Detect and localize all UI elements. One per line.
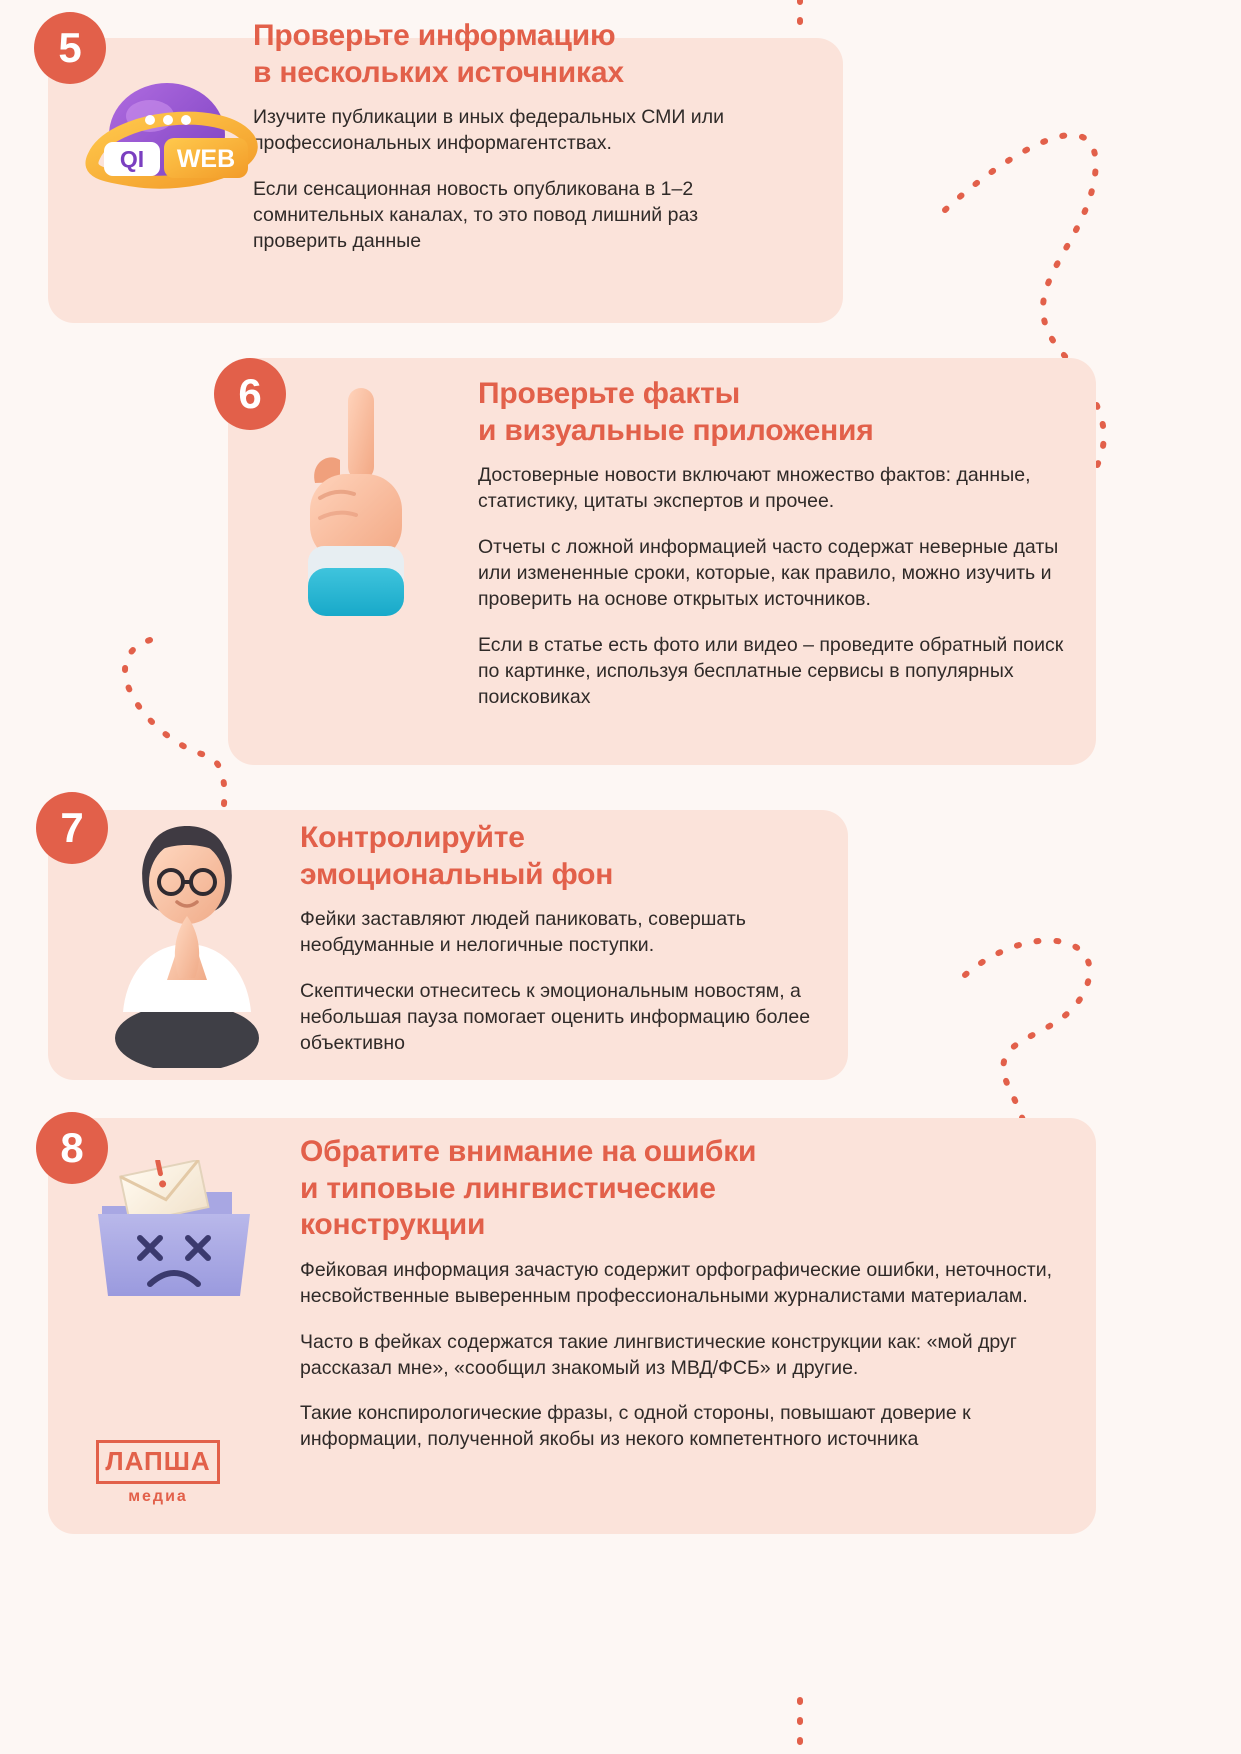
step-title-7-line1: Контролируйте [300,821,525,854]
step-number-badge-5: 5 [34,12,106,84]
step-content-7 [300,820,840,1057]
logo-subtitle: медиа [128,1488,188,1505]
svg-text:QI: QI [119,146,145,172]
step-title-8-line2: и типовые лингвистические [300,1171,716,1205]
step-5-paragraph-1: Изучите публикации в иных федеральных СМИ или профессиональных информагентствах. [253,106,724,155]
step-number-badge-7: 7 [36,792,108,864]
step-6-paragraph-1: Достоверные новости включают множество фактов: данные, статистику, цитаты экспертов и прочее. [478,464,1031,513]
logo-name: ЛАПША [96,1440,219,1484]
step-title-6 [478,376,1070,449]
pointing-hand-icon [280,378,430,628]
step-content-8 [300,1134,1062,1453]
step-content-5 [253,18,773,255]
step-6-paragraph-3: Если в статье есть фото или видео – проведите обратный поиск по картинке, используя бесплатные сервисы в популярных поисковиках [478,633,1064,708]
step-body-7 [300,907,840,1057]
step-title-6-line2: и визуальные приложения [478,413,874,447]
web-globe-icon [72,80,272,210]
step-body-5 [253,105,773,255]
step-title-7-line2: эмоциональный фон [300,857,614,891]
step-5-paragraph-2: Если сенсационная новость опубликована в 1–2 сомнительных каналах, то это повод лишний раз проверить данные [253,178,699,252]
sad-folder-icon [82,1160,282,1310]
step-8-paragraph-2: Часто в фейках содержатся такие лингвистические конструкции как: «мой друг рассказал мне», «сообщил знакомый из МВД/ФСБ» и другие. [300,1330,1017,1379]
step-number-badge-6: 6 [214,358,286,430]
step-title-5 [253,18,773,91]
step-8-paragraph-1: Фейковая информация зачастую содержит орфографические ошибки, неточности, несвойственные выверенным профессиональными журналистами материалам. [300,1258,1053,1307]
step-number-badge-8: 8 [36,1112,108,1184]
step-8-paragraph-3: Такие конспирологические фразы, с одной стороны, повышают доверие к информации, полученной якобы из некого компетентного источника [300,1402,971,1451]
step-body-8 [300,1258,1062,1454]
step-title-5-line2: в нескольких источниках [253,55,624,89]
step-title-8-line3: конструкции [300,1208,486,1242]
lapsha-media-logo [78,1440,238,1506]
svg-text:WEB: WEB [176,145,236,173]
step-7-paragraph-1: Фейки заставляют людей паниковать, совершать необдуманные и нелогичные поступки. [300,908,746,957]
step-content-6 [478,376,1070,711]
step-7-paragraph-2: Скептически отнеситесь к эмоциональным новостям, а небольшая пауза помогает оценить информацию более объективно [300,980,811,1054]
meditating-person-icon [105,812,270,1068]
step-title-5-line1: Проверьте информацию [253,19,616,52]
step-title-8 [300,1134,1062,1244]
step-body-6 [478,463,1070,710]
step-title-8-line1: Обратите внимание на ошибки [300,1135,757,1168]
step-title-7 [300,820,840,893]
step-title-6-line1: Проверьте факты [478,377,741,410]
step-6-paragraph-2: Отчеты с ложной информацией часто содержат неверные даты или измененные сроки, которые, как правило, можно изучить и проверить на основе открытых источников. [478,536,1059,610]
